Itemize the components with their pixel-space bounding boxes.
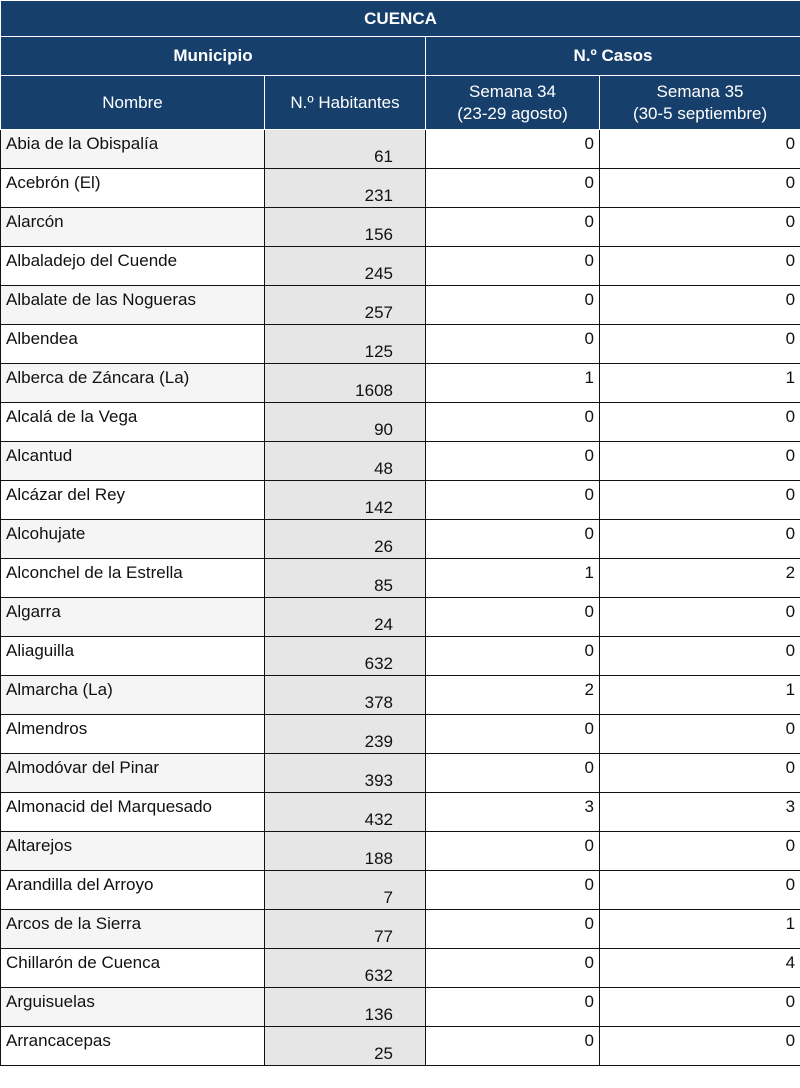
habitantes-cell: 26 — [265, 520, 426, 559]
semana34-cases-cell: 0 — [426, 130, 600, 169]
habitantes-cell: 48 — [265, 442, 426, 481]
semana34-cases-cell: 0 — [426, 247, 600, 286]
semana35-cases-cell: 0 — [600, 442, 800, 481]
habitantes-cell: 125 — [265, 325, 426, 364]
habitantes-cell: 25 — [265, 1027, 426, 1066]
table-row — [1, 442, 800, 481]
semana34-cases-cell: 0 — [426, 520, 600, 559]
col-semana34-line1: Semana 34 — [469, 81, 556, 101]
habitantes-cell: 136 — [265, 988, 426, 1027]
table-row — [1, 247, 800, 286]
semana34-cases-cell: 0 — [426, 442, 600, 481]
semana34-cases-cell: 0 — [426, 1027, 600, 1066]
semana35-cases-cell: 3 — [600, 793, 800, 832]
habitantes-cell: 1608 — [265, 364, 426, 403]
semana34-cases-cell: 0 — [426, 325, 600, 364]
table-row — [1, 481, 800, 520]
col-semana34 — [426, 76, 600, 130]
municipio-name-cell: Arguisuelas — [1, 988, 265, 1027]
semana35-cases-cell: 0 — [600, 247, 800, 286]
semana34-cases-cell: 0 — [426, 715, 600, 754]
table-row — [1, 286, 800, 325]
table-row — [1, 598, 800, 637]
semana35-cases-cell: 0 — [600, 169, 800, 208]
semana35-cases-cell: 0 — [600, 208, 800, 247]
group-casos: N.º Casos — [426, 37, 800, 76]
habitantes-cell: 77 — [265, 910, 426, 949]
table-row — [1, 793, 800, 832]
municipio-name-cell: Abia de la Obispalía — [1, 130, 265, 169]
municipio-name-cell: Almodóvar del Pinar — [1, 754, 265, 793]
semana34-cases-cell: 0 — [426, 754, 600, 793]
semana35-cases-cell: 0 — [600, 832, 800, 871]
table-row — [1, 325, 800, 364]
col-habitantes: N.º Habitantes — [265, 76, 426, 130]
semana35-cases-cell: 0 — [600, 520, 800, 559]
semana35-cases-cell: 0 — [600, 403, 800, 442]
municipio-name-cell: Chillarón de Cuenca — [1, 949, 265, 988]
habitantes-cell: 632 — [265, 949, 426, 988]
table-row — [1, 1027, 800, 1066]
municipio-name-cell: Aliaguilla — [1, 637, 265, 676]
semana35-cases-cell: 1 — [600, 364, 800, 403]
semana35-cases-cell: 0 — [600, 1027, 800, 1066]
semana35-cases-cell: 0 — [600, 481, 800, 520]
semana35-cases-cell: 0 — [600, 715, 800, 754]
semana34-cases-cell: 0 — [426, 871, 600, 910]
semana35-cases-cell: 0 — [600, 598, 800, 637]
habitantes-cell: 257 — [265, 286, 426, 325]
table-row — [1, 910, 800, 949]
semana34-cases-cell: 0 — [426, 598, 600, 637]
column-header-row — [1, 76, 800, 130]
municipio-name-cell: Acebrón (El) — [1, 169, 265, 208]
table-body — [1, 130, 800, 1066]
table-row — [1, 754, 800, 793]
semana35-cases-cell: 1 — [600, 910, 800, 949]
habitantes-cell: 7 — [265, 871, 426, 910]
semana35-cases-cell: 1 — [600, 676, 800, 715]
habitantes-cell: 90 — [265, 403, 426, 442]
municipio-name-cell: Arrancacepas — [1, 1027, 265, 1066]
municipio-name-cell: Almonacid del Marquesado — [1, 793, 265, 832]
habitantes-cell: 245 — [265, 247, 426, 286]
col-semana35 — [600, 76, 800, 130]
table-row — [1, 130, 800, 169]
habitantes-cell: 632 — [265, 637, 426, 676]
habitantes-cell: 156 — [265, 208, 426, 247]
table-row — [1, 169, 800, 208]
habitantes-cell: 61 — [265, 130, 426, 169]
table-row — [1, 364, 800, 403]
table-title: CUENCA — [1, 1, 800, 37]
semana35-cases-cell: 0 — [600, 130, 800, 169]
group-header-row — [1, 37, 800, 76]
semana35-cases-cell: 0 — [600, 286, 800, 325]
municipio-name-cell: Almendros — [1, 715, 265, 754]
semana34-cases-cell: 0 — [426, 286, 600, 325]
habitantes-cell: 239 — [265, 715, 426, 754]
semana34-cases-cell: 0 — [426, 403, 600, 442]
col-semana34-line2: (23-29 agosto) — [457, 103, 568, 123]
municipio-name-cell: Alconchel de la Estrella — [1, 559, 265, 598]
table-row — [1, 637, 800, 676]
habitantes-cell: 142 — [265, 481, 426, 520]
col-semana35-line2: (30-5 septiembre) — [632, 103, 768, 123]
col-nombre: Nombre — [1, 76, 265, 130]
table-row — [1, 403, 800, 442]
habitantes-cell: 231 — [265, 169, 426, 208]
semana34-cases-cell: 1 — [426, 364, 600, 403]
semana34-cases-cell: 1 — [426, 559, 600, 598]
habitantes-cell: 378 — [265, 676, 426, 715]
semana34-cases-cell: 0 — [426, 949, 600, 988]
semana35-cases-cell: 0 — [600, 325, 800, 364]
title-row — [1, 1, 800, 37]
municipio-name-cell: Algarra — [1, 598, 265, 637]
semana34-cases-cell: 3 — [426, 793, 600, 832]
semana35-cases-cell: 0 — [600, 871, 800, 910]
semana34-cases-cell: 2 — [426, 676, 600, 715]
table-row — [1, 715, 800, 754]
group-municipio: Municipio — [1, 37, 426, 76]
habitantes-cell: 393 — [265, 754, 426, 793]
semana35-cases-cell: 0 — [600, 754, 800, 793]
table-row — [1, 988, 800, 1027]
semana35-cases-cell: 0 — [600, 988, 800, 1027]
municipio-name-cell: Alcantud — [1, 442, 265, 481]
semana34-cases-cell: 0 — [426, 169, 600, 208]
semana35-cases-cell: 4 — [600, 949, 800, 988]
col-semana35-line1: Semana 35 — [656, 81, 744, 101]
semana34-cases-cell: 0 — [426, 988, 600, 1027]
table-row — [1, 208, 800, 247]
semana34-cases-cell: 0 — [426, 832, 600, 871]
municipio-name-cell: Almarcha (La) — [1, 676, 265, 715]
semana34-cases-cell: 0 — [426, 208, 600, 247]
municipio-name-cell: Altarejos — [1, 832, 265, 871]
habitantes-cell: 188 — [265, 832, 426, 871]
semana34-cases-cell: 0 — [426, 637, 600, 676]
municipio-name-cell: Alcalá de la Vega — [1, 403, 265, 442]
semana34-cases-cell: 0 — [426, 481, 600, 520]
table-row — [1, 949, 800, 988]
table-row — [1, 871, 800, 910]
municipio-name-cell: Alarcón — [1, 208, 265, 247]
habitantes-cell: 24 — [265, 598, 426, 637]
semana34-cases-cell: 0 — [426, 910, 600, 949]
municipio-name-cell: Alcázar del Rey — [1, 481, 265, 520]
municipio-name-cell: Arandilla del Arroyo — [1, 871, 265, 910]
habitantes-cell: 85 — [265, 559, 426, 598]
table-row — [1, 832, 800, 871]
municipio-name-cell: Alberca de Záncara (La) — [1, 364, 265, 403]
table-row — [1, 520, 800, 559]
municipio-name-cell: Arcos de la Sierra — [1, 910, 265, 949]
municipio-name-cell: Albaladejo del Cuende — [1, 247, 265, 286]
municipio-name-cell: Alcohujate — [1, 520, 265, 559]
municipio-name-cell: Albalate de las Nogueras — [1, 286, 265, 325]
semana35-cases-cell: 2 — [600, 559, 800, 598]
semana35-cases-cell: 0 — [600, 637, 800, 676]
table-row — [1, 559, 800, 598]
habitantes-cell: 432 — [265, 793, 426, 832]
table-row — [1, 676, 800, 715]
municipio-name-cell: Albendea — [1, 325, 265, 364]
